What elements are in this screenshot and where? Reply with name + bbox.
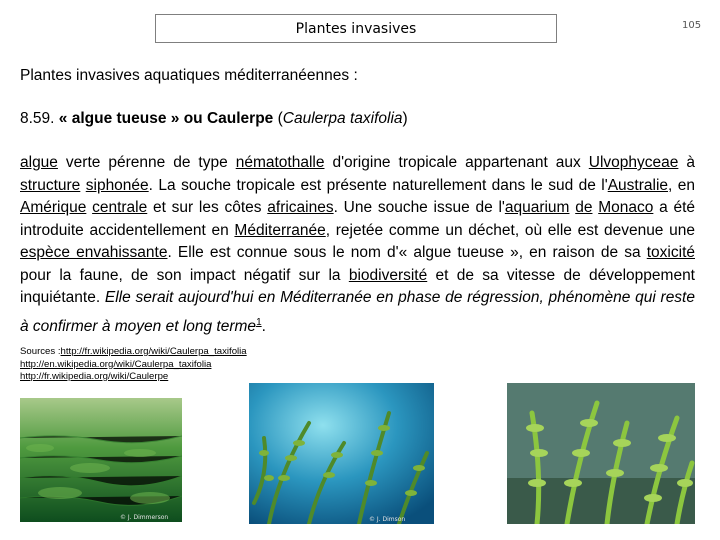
link-espece-envahissante[interactable]: espèce envahissante <box>20 244 168 261</box>
section-title <box>20 110 408 128</box>
source-link-en-caulerpa[interactable]: http://en.wikipedia.org/wiki/Caulerpa_taxifolia <box>20 358 212 370</box>
subtitle: Plantes invasives aquatiques méditerranéennes : <box>20 67 358 84</box>
section-number: 8.59. <box>20 110 55 127</box>
header-title-box <box>155 14 557 43</box>
text-run: a été introduite accidentellement en <box>20 199 696 239</box>
section-paren-close: ) <box>402 110 408 127</box>
closeup-illustration <box>507 383 695 524</box>
italic-statement: Elle serait aujourd'hui en Méditerranée en phase de régression, phénomène qui reste à confirmer à moyen et long terme <box>20 289 695 335</box>
footnote-link[interactable]: 1 <box>256 316 262 328</box>
link-mediterranee[interactable]: Méditerranée <box>234 221 326 239</box>
page-number: 105 <box>682 20 702 31</box>
link-siphonee[interactable]: siphonée <box>85 176 149 194</box>
text-run: . Elle est connue sous le nom d'« algue tueuse », en raison de sa <box>167 244 647 261</box>
text-run: , rejetée comme un déchet, où elle est devenue une <box>325 221 695 239</box>
link-biodiversite[interactable]: biodiversité <box>348 266 428 284</box>
header-title: Plantes invasives <box>295 20 417 37</box>
link-australie[interactable]: Australie <box>607 176 669 194</box>
text-run: verte pérenne de type <box>57 154 236 171</box>
link-algue[interactable]: algue <box>20 154 58 171</box>
link-centrale[interactable]: centrale <box>92 199 148 216</box>
text-run: pour la faune, de son impact négatif sur la <box>20 266 349 284</box>
body-paragraph <box>20 152 695 338</box>
caulerpa-meadow-photo <box>20 398 182 522</box>
link-structure[interactable]: structure <box>20 176 81 194</box>
sources-block <box>20 346 247 384</box>
link-toxicite[interactable]: toxicité <box>646 244 695 261</box>
link-ulvophyceae[interactable]: Ulvophyceae <box>588 154 679 171</box>
text-run: à <box>678 154 695 171</box>
underwater-illustration <box>249 383 434 524</box>
link-nematothalle[interactable]: nématothalle <box>235 154 325 171</box>
section-common-name: « algue tueuse » ou Caulerpe <box>58 110 274 127</box>
link-monaco[interactable]: Monaco <box>598 199 654 216</box>
meadow-illustration <box>20 398 182 522</box>
text-run: . Une souche issue de l' <box>333 199 505 216</box>
source-link-fr-caulerpe[interactable]: http://fr.wikipedia.org/wiki/Caulerpe <box>20 371 169 382</box>
section-latin-name: Caulerpa taxifolia <box>282 110 403 127</box>
caulerpa-underwater-photo <box>249 383 434 524</box>
text-run: , en <box>668 176 695 194</box>
text-run: . La souche tropicale est présente naturellement dans le sud de l' <box>148 176 608 194</box>
caulerpa-closeup-photo <box>507 383 695 524</box>
photo-credit-2: © J. Dimson <box>369 516 406 523</box>
section-paren-open: ( <box>277 110 283 127</box>
link-amerique[interactable]: Amérique <box>20 199 87 216</box>
sources-label: Sources : <box>20 346 61 357</box>
text-run: d'origine tropicale appartenant aux <box>324 154 589 171</box>
text-run: et de sa vitesse de développement inquiétante. <box>20 266 695 306</box>
link-africaines[interactable]: africaines <box>267 199 334 216</box>
link-de[interactable]: de <box>575 199 593 216</box>
photo-credit-1: © J. Dimmerson <box>120 514 169 521</box>
text-run: et sur les côtes <box>147 199 268 216</box>
source-link-fr-caulerpa[interactable]: http://fr.wikipedia.org/wiki/Caulerpa_taxifolia <box>60 346 247 357</box>
text-run: . <box>261 317 266 335</box>
link-aquarium[interactable]: aquarium <box>504 199 570 216</box>
